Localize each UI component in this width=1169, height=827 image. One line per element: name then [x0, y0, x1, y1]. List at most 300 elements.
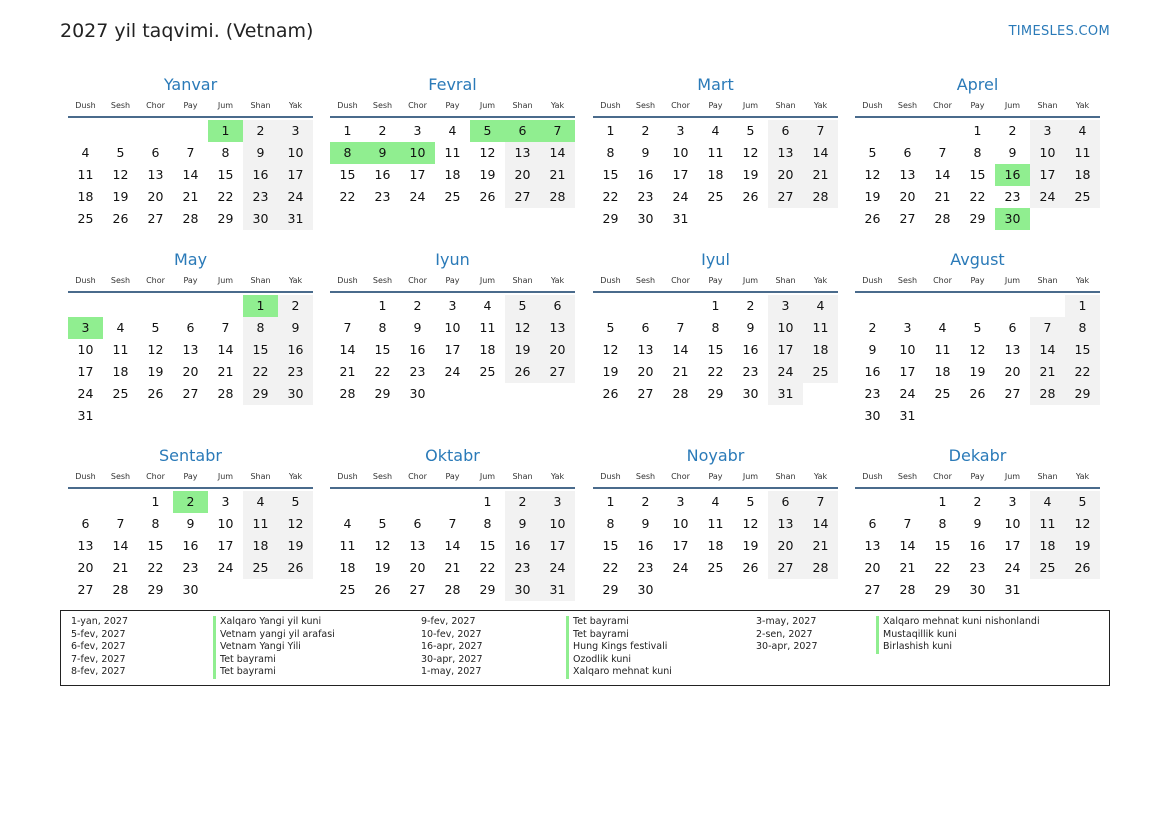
day-cell: 19 [742, 538, 759, 553]
day-cell: 5 [746, 123, 755, 138]
day-cell: 13 [409, 538, 426, 553]
weekday-label: Yak [1075, 472, 1090, 481]
day-cell: 30 [969, 582, 986, 597]
day-cell: 9 [186, 516, 195, 531]
weekday-label: Dush [862, 472, 883, 481]
day-cell: 29 [147, 582, 164, 597]
day-cell: 28 [217, 386, 234, 401]
day-cell: 5 [116, 145, 125, 160]
day-cell: 11 [1030, 513, 1065, 535]
brand-link[interactable]: TIMESLES.COM [1008, 24, 1110, 39]
month-name: Iyun [435, 250, 470, 269]
day-cell: 11 [707, 145, 724, 160]
day-cell: 24 [77, 386, 94, 401]
day-cell: 14 [540, 142, 575, 164]
day-cell: 15 [147, 538, 164, 553]
day-cell: 27 [1004, 386, 1021, 401]
weekday-label: Sesh [110, 101, 131, 110]
empty-cell [138, 295, 173, 317]
day-cell: 18 [479, 342, 496, 357]
weekday-label: Dush [75, 472, 96, 481]
day-cell: 8 [606, 145, 615, 160]
day-cell: 14 [934, 167, 951, 182]
empty-cell [855, 120, 890, 142]
day-cell: 19 [147, 364, 164, 379]
day-cell: 23 [969, 560, 986, 575]
day-cell: 3 [1008, 494, 1017, 509]
day-cell: 31 [1004, 582, 1021, 597]
weekday-label: Yak [813, 276, 828, 285]
day-cell: 22 [147, 560, 164, 575]
empty-cell [855, 295, 890, 317]
month-iyun [330, 249, 575, 405]
weekday-label: Shan [775, 472, 796, 481]
header-divider [855, 116, 1100, 118]
holiday-date: 30-apr, 2027 [756, 641, 818, 652]
day-cell: 30 [637, 582, 654, 597]
day-cell: 11 [479, 320, 496, 335]
day-cell: 12 [147, 342, 164, 357]
holiday-date: 16-apr, 2027 [421, 641, 483, 652]
day-cell: 25 [1030, 557, 1065, 579]
month-name: Dekabr [948, 446, 1007, 465]
day-cell: 31 [672, 211, 689, 226]
weekday-label: Jum [1004, 101, 1021, 110]
holiday-name: Tet bayrami [213, 654, 335, 667]
day-cell: 3 [768, 295, 803, 317]
day-cell: 2 [243, 120, 278, 142]
day-cell: 22 [969, 189, 986, 204]
weekday-label: Sesh [635, 472, 656, 481]
holiday-date: 7-fev, 2027 [71, 653, 126, 665]
day-cell: 6 [151, 145, 160, 160]
day-cell: 26 [1065, 557, 1100, 579]
day-cell: 14 [1030, 339, 1065, 361]
empty-cell [1030, 295, 1065, 317]
day-cell: 17 [278, 164, 313, 186]
weekday-label: Dush [600, 472, 621, 481]
day-cell: 18 [934, 364, 951, 379]
day-cell: 17 [672, 167, 689, 182]
day-cell: 11 [1065, 142, 1100, 164]
day-cell: 23 [243, 186, 278, 208]
day-cell: 21 [444, 560, 461, 575]
day-cell: 13 [637, 342, 654, 357]
empty-cell [995, 295, 1030, 317]
holiday-name: Tet bayrami [213, 666, 335, 679]
day-cell: 20 [637, 364, 654, 379]
day-cell: 28 [182, 211, 199, 226]
header-divider [855, 291, 1100, 293]
day-cell: 10 [899, 342, 916, 357]
day-cell: 28 [339, 386, 356, 401]
day-cell: 1 [1065, 295, 1100, 317]
month-aprel [855, 74, 1100, 230]
header-divider [593, 116, 838, 118]
day-cell: 29 [602, 582, 619, 597]
holiday-day: 6 [505, 120, 540, 142]
day-cell: 6 [641, 320, 650, 335]
month-name: Sentabr [159, 446, 222, 465]
day-cell: 14 [899, 538, 916, 553]
day-grid [68, 491, 313, 601]
empty-cell [435, 491, 470, 513]
day-cell: 11 [444, 145, 461, 160]
day-cell: 8 [243, 317, 278, 339]
day-cell: 28 [540, 186, 575, 208]
weekday-label: Shan [512, 472, 533, 481]
day-cell: 8 [711, 320, 720, 335]
holiday-name: Birlashish kuni [876, 641, 1040, 654]
day-cell: 26 [147, 386, 164, 401]
day-cell: 12 [969, 342, 986, 357]
day-cell: 23 [637, 560, 654, 575]
day-cell: 25 [803, 361, 838, 383]
weekday-label: Yak [288, 101, 303, 110]
day-cell: 22 [707, 364, 724, 379]
weekday-label: Jum [1004, 276, 1021, 285]
day-cell: 1 [151, 494, 160, 509]
month-name: May [173, 250, 208, 269]
day-cell: 9 [746, 320, 755, 335]
empty-cell [925, 120, 960, 142]
day-cell: 22 [602, 189, 619, 204]
day-cell: 4 [81, 145, 90, 160]
day-cell: 10 [217, 516, 234, 531]
header-divider [330, 291, 575, 293]
day-cell: 4 [243, 491, 278, 513]
day-cell: 20 [864, 560, 881, 575]
day-cell: 9 [278, 317, 313, 339]
page-title: 2027 yil taqvimi. (Vetnam) [60, 20, 314, 42]
weekday-label: Yak [1075, 101, 1090, 110]
day-cell: 17 [672, 538, 689, 553]
legend-dates-col-2 [421, 616, 483, 679]
day-cell: 6 [903, 145, 912, 160]
day-cell: 4 [448, 123, 457, 138]
weekday-label: Dush [75, 101, 96, 110]
day-cell: 6 [413, 516, 422, 531]
day-cell: 12 [864, 167, 881, 182]
day-cell: 22 [934, 560, 951, 575]
weekday-header [855, 98, 1100, 114]
weekday-label: Jum [217, 276, 234, 285]
month-iyul [593, 249, 838, 405]
weekday-label: Pay [708, 101, 723, 110]
day-cell: 21 [672, 364, 689, 379]
empty-cell [593, 295, 628, 317]
day-cell: 17 [1004, 538, 1021, 553]
month-sentabr [68, 445, 313, 601]
day-cell: 27 [768, 186, 803, 208]
day-grid [855, 120, 1100, 230]
day-cell: 21 [217, 364, 234, 379]
day-cell: 8 [973, 145, 982, 160]
day-cell: 9 [243, 142, 278, 164]
day-cell: 26 [505, 361, 540, 383]
day-grid [68, 295, 313, 427]
header-divider [68, 487, 313, 489]
day-cell: 15 [707, 342, 724, 357]
header-divider [68, 291, 313, 293]
day-cell: 6 [81, 516, 90, 531]
day-cell: 12 [742, 145, 759, 160]
weekday-label: Sesh [635, 276, 656, 285]
day-cell: 1 [378, 298, 387, 313]
weekday-label: Pay [970, 472, 985, 481]
weekday-label: Pay [183, 472, 198, 481]
day-cell: 7 [903, 516, 912, 531]
day-cell: 19 [602, 364, 619, 379]
header-divider [593, 487, 838, 489]
header-divider [855, 487, 1100, 489]
weekday-label: Chor [933, 101, 952, 110]
holiday-name: Xalqaro mehnat kuni nishonlandi [876, 616, 1040, 629]
day-cell: 19 [479, 167, 496, 182]
day-cell: 18 [707, 167, 724, 182]
day-cell: 24 [768, 361, 803, 383]
day-grid [593, 120, 838, 230]
day-cell: 18 [707, 538, 724, 553]
day-cell: 11 [707, 516, 724, 531]
day-cell: 12 [742, 516, 759, 531]
day-cell: 11 [112, 342, 129, 357]
day-cell: 2 [746, 298, 755, 313]
day-cell: 27 [864, 582, 881, 597]
day-cell: 30 [505, 579, 540, 601]
day-cell: 27 [77, 582, 94, 597]
day-cell: 14 [217, 342, 234, 357]
day-cell: 9 [505, 513, 540, 535]
day-cell: 14 [803, 513, 838, 535]
day-cell: 13 [182, 342, 199, 357]
weekday-label: Pay [970, 101, 985, 110]
day-cell: 19 [278, 535, 313, 557]
legend-names-col-2 [566, 616, 672, 679]
month-avgust [855, 249, 1100, 427]
day-cell: 8 [483, 516, 492, 531]
holiday-day: 5 [470, 120, 505, 142]
day-cell: 8 [1065, 317, 1100, 339]
day-cell: 1 [938, 494, 947, 509]
day-cell: 13 [768, 513, 803, 535]
day-cell: 24 [540, 557, 575, 579]
weekday-label: Sesh [110, 472, 131, 481]
weekday-label: Sesh [897, 276, 918, 285]
day-cell: 18 [243, 535, 278, 557]
day-cell: 15 [969, 167, 986, 182]
day-cell: 20 [147, 189, 164, 204]
holiday-day: 30 [995, 208, 1030, 230]
weekday-label: Pay [445, 101, 460, 110]
day-cell: 18 [339, 560, 356, 575]
day-cell: 3 [448, 298, 457, 313]
day-grid [330, 491, 575, 601]
day-cell: 24 [444, 364, 461, 379]
weekday-label: Shan [250, 472, 271, 481]
day-cell: 29 [217, 211, 234, 226]
weekday-label: Shan [775, 101, 796, 110]
header-divider [330, 487, 575, 489]
weekday-label: Sesh [897, 101, 918, 110]
day-cell: 2 [641, 123, 650, 138]
weekday-label: Jum [479, 101, 496, 110]
day-cell: 24 [217, 560, 234, 575]
empty-cell [890, 491, 925, 513]
day-cell: 2 [278, 295, 313, 317]
holiday-date: 5-fev, 2027 [71, 628, 126, 640]
day-cell: 17 [217, 538, 234, 553]
weekday-label: Dush [600, 276, 621, 285]
empty-cell [890, 295, 925, 317]
day-cell: 25 [243, 557, 278, 579]
day-cell: 5 [505, 295, 540, 317]
weekday-label: Pay [708, 472, 723, 481]
day-cell: 21 [112, 560, 129, 575]
weekday-label: Chor [146, 472, 165, 481]
weekday-label: Pay [183, 276, 198, 285]
holiday-name: Mustaqillik kuni [876, 629, 1040, 642]
day-cell: 20 [409, 560, 426, 575]
weekday-header [855, 469, 1100, 485]
day-cell: 6 [1008, 320, 1017, 335]
holiday-name: Hung Kings festivali [566, 641, 672, 654]
day-cell: 14 [112, 538, 129, 553]
day-cell: 28 [803, 186, 838, 208]
empty-cell [68, 295, 103, 317]
day-cell: 27 [505, 186, 540, 208]
weekday-label: Sesh [372, 472, 393, 481]
day-cell: 20 [77, 560, 94, 575]
day-cell: 1 [606, 494, 615, 509]
day-cell: 10 [77, 342, 94, 357]
day-cell: 7 [803, 491, 838, 513]
day-cell: 6 [868, 516, 877, 531]
day-cell: 29 [602, 211, 619, 226]
day-cell: 22 [243, 361, 278, 383]
day-cell: 14 [182, 167, 199, 182]
day-cell: 12 [602, 342, 619, 357]
day-cell: 15 [602, 167, 619, 182]
day-cell: 12 [479, 145, 496, 160]
day-cell: 3 [676, 494, 685, 509]
holiday-date: 3-may, 2027 [756, 616, 817, 627]
weekday-label: Pay [183, 101, 198, 110]
holiday-date: 6-fev, 2027 [71, 641, 126, 652]
day-cell: 9 [973, 516, 982, 531]
day-cell: 11 [339, 538, 356, 553]
header-divider [68, 116, 313, 118]
day-cell: 19 [112, 189, 129, 204]
day-cell: 27 [768, 557, 803, 579]
empty-cell [855, 491, 890, 513]
day-cell: 23 [1004, 189, 1021, 204]
day-cell: 27 [637, 386, 654, 401]
day-cell: 26 [742, 189, 759, 204]
day-cell: 31 [77, 408, 94, 423]
day-cell: 9 [413, 320, 422, 335]
day-cell: 22 [217, 189, 234, 204]
day-cell: 31 [768, 383, 803, 405]
holiday-name: Tet bayrami [566, 616, 672, 629]
day-cell: 10 [672, 145, 689, 160]
day-grid [855, 491, 1100, 601]
day-cell: 7 [116, 516, 125, 531]
day-cell: 30 [864, 408, 881, 423]
day-cell: 28 [934, 211, 951, 226]
weekday-header [593, 98, 838, 114]
empty-cell [208, 295, 243, 317]
day-cell: 16 [374, 167, 391, 182]
empty-cell [68, 491, 103, 513]
day-cell: 13 [768, 142, 803, 164]
weekday-label: Shan [512, 101, 533, 110]
weekday-label: Shan [250, 101, 271, 110]
day-cell: 26 [969, 386, 986, 401]
day-cell: 4 [711, 123, 720, 138]
day-cell: 6 [540, 295, 575, 317]
header-divider [330, 116, 575, 118]
day-cell: 24 [1030, 186, 1065, 208]
day-cell: 7 [186, 145, 195, 160]
day-cell: 2 [973, 494, 982, 509]
holiday-name: Vetnam yangi yil arafasi [213, 629, 335, 642]
day-cell: 2 [378, 123, 387, 138]
weekday-label: Chor [408, 101, 427, 110]
day-cell: 21 [540, 164, 575, 186]
empty-cell [400, 491, 435, 513]
day-cell: 26 [864, 211, 881, 226]
day-cell: 4 [1065, 120, 1100, 142]
day-cell: 11 [77, 167, 94, 182]
day-cell: 30 [637, 211, 654, 226]
holiday-name: Vetnam Yangi Yili [213, 641, 335, 654]
day-cell: 15 [934, 538, 951, 553]
day-cell: 25 [707, 189, 724, 204]
holiday-date: 8-fev, 2027 [71, 666, 126, 677]
day-cell: 25 [479, 364, 496, 379]
weekday-label: Jum [217, 101, 234, 110]
month-name: Iyul [701, 250, 730, 269]
day-cell: 29 [707, 386, 724, 401]
day-cell: 18 [1065, 164, 1100, 186]
day-cell: 20 [899, 189, 916, 204]
day-cell: 29 [1065, 383, 1100, 405]
day-cell: 9 [868, 342, 877, 357]
day-cell: 9 [1008, 145, 1017, 160]
weekday-label: Yak [550, 101, 565, 110]
weekday-header [855, 273, 1100, 289]
day-cell: 16 [742, 342, 759, 357]
day-cell: 8 [221, 145, 230, 160]
weekday-label: Yak [1075, 276, 1090, 285]
day-cell: 10 [444, 320, 461, 335]
weekday-label: Yak [813, 101, 828, 110]
day-cell: 18 [77, 189, 94, 204]
month-dekabr [855, 445, 1100, 601]
holiday-name: Xalqaro Yangi yil kuni [213, 616, 335, 629]
day-cell: 30 [243, 208, 278, 230]
day-cell: 28 [672, 386, 689, 401]
day-cell: 4 [483, 298, 492, 313]
month-may [68, 249, 313, 427]
day-cell: 26 [278, 557, 313, 579]
day-cell: 17 [768, 339, 803, 361]
empty-cell [138, 120, 173, 142]
day-cell: 11 [243, 513, 278, 535]
weekday-header [330, 469, 575, 485]
holiday-day: 10 [400, 142, 435, 164]
